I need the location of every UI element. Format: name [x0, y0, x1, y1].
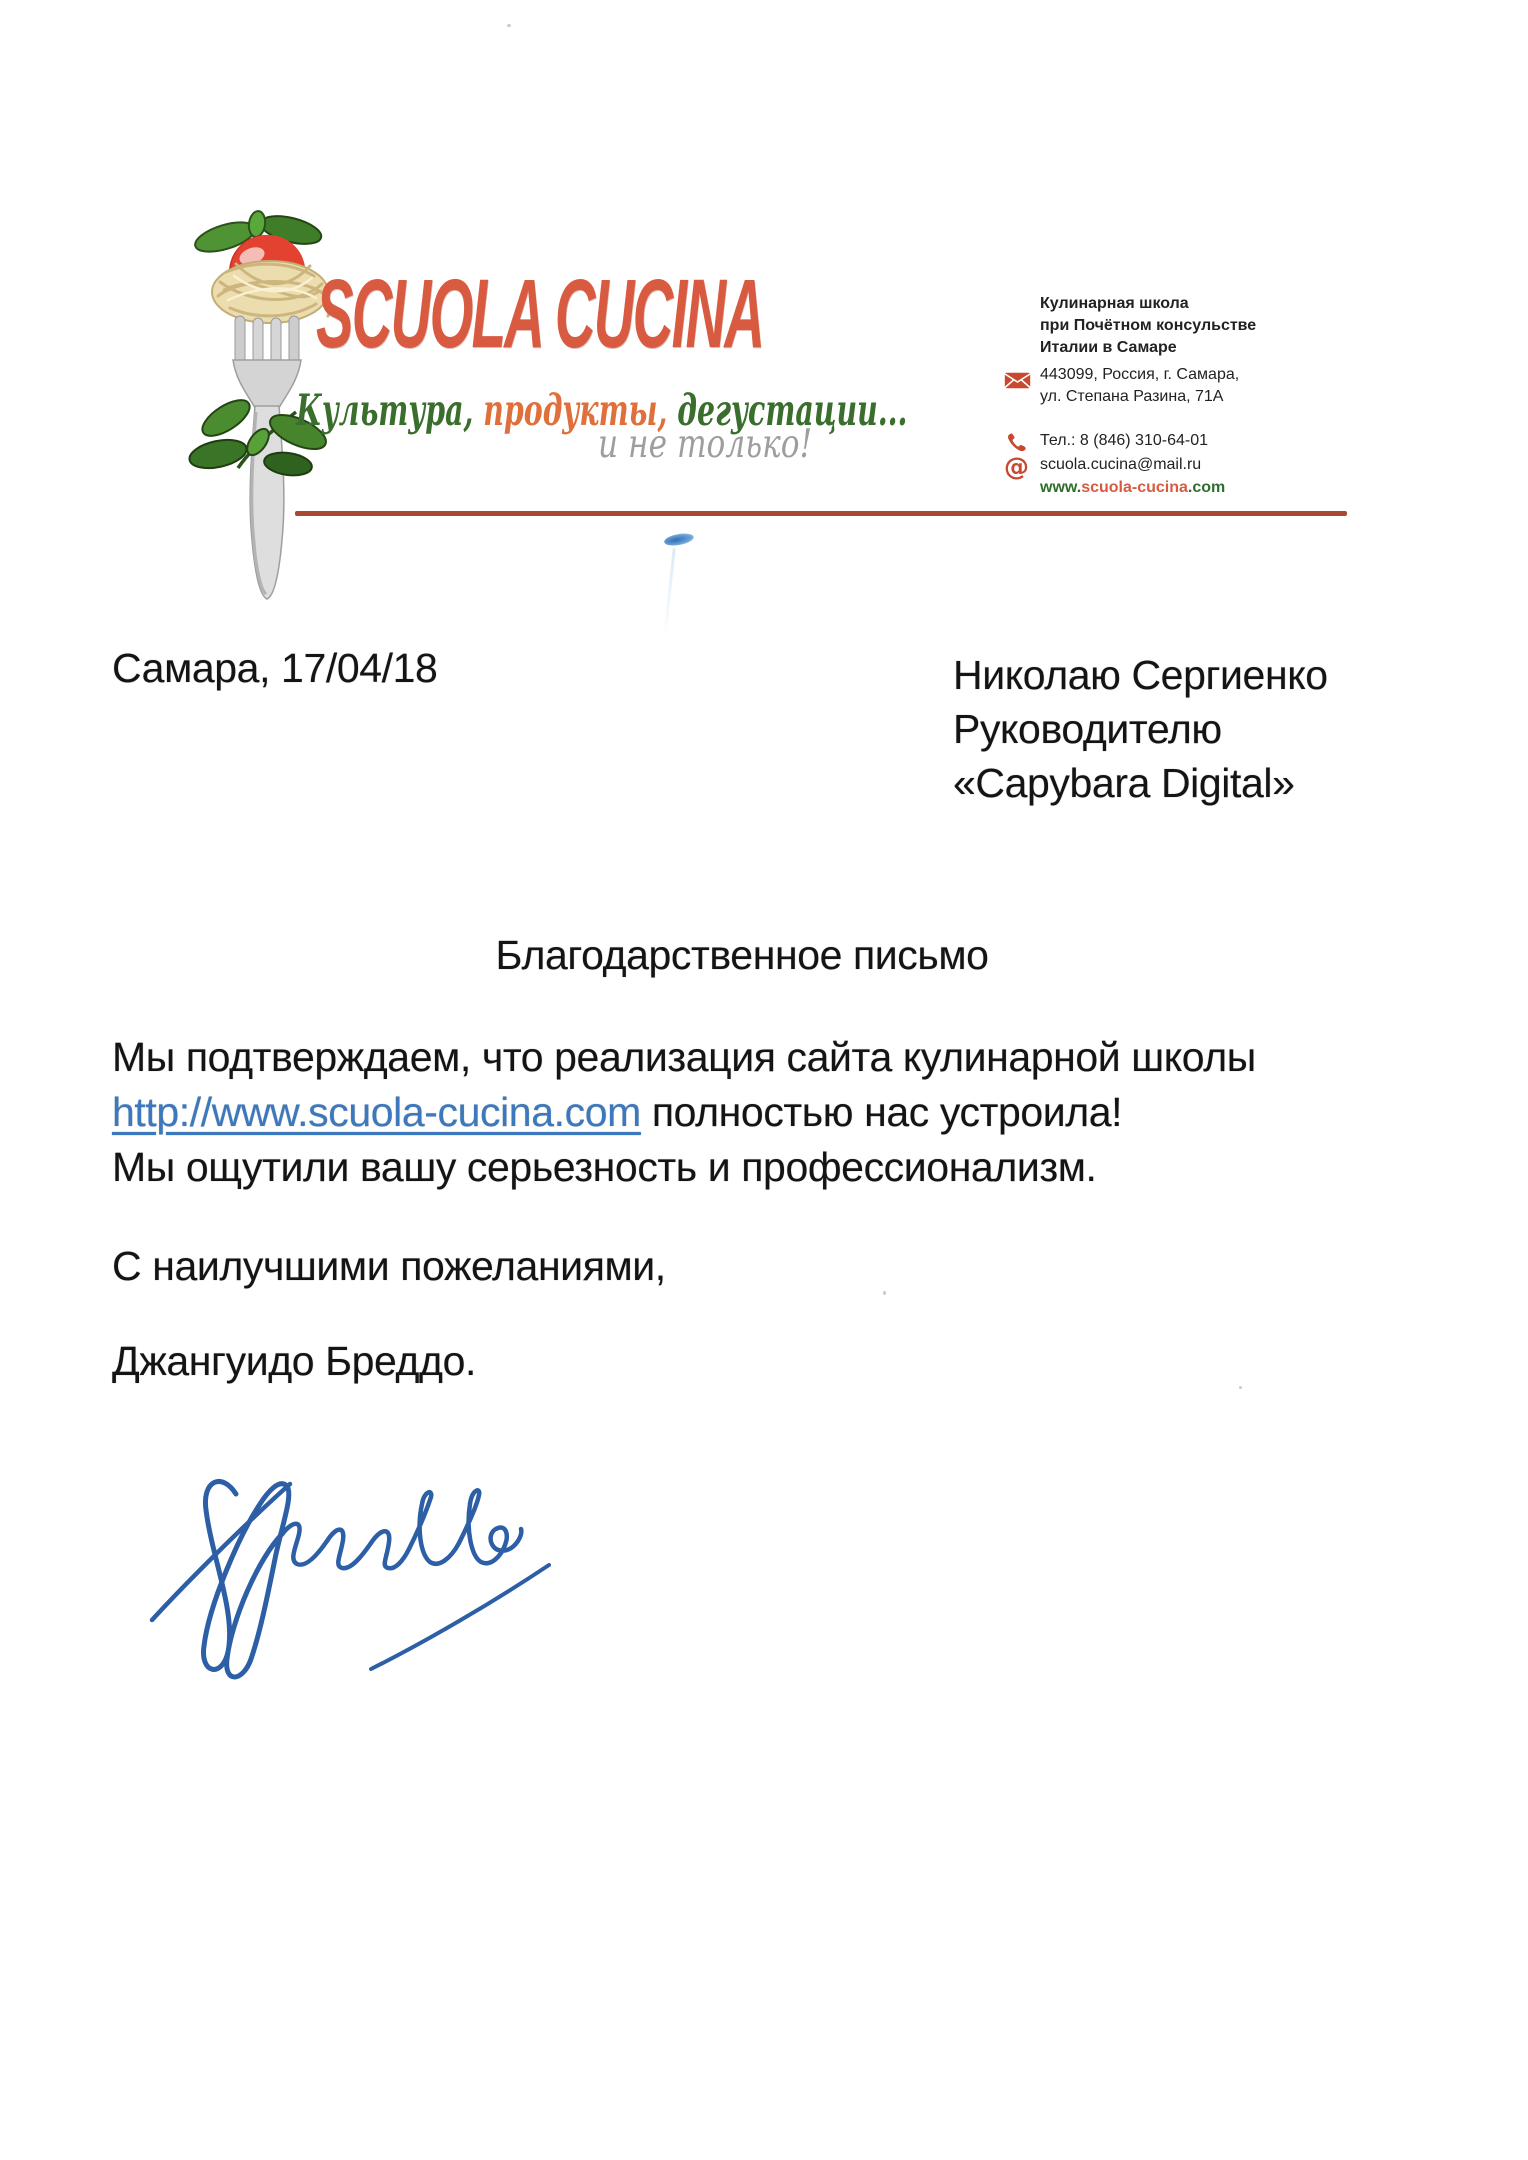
letter-body — [112, 1030, 1256, 1195]
org-name-line2: при Почётном консульстве — [1040, 317, 1257, 334]
recipient-block — [953, 648, 1328, 810]
body-line-3: Мы ощутили вашу серьезность и профессионализм. — [112, 1144, 1097, 1190]
site-link[interactable]: http://www.scuola-cucina.com — [112, 1089, 641, 1135]
fork-head — [233, 316, 301, 408]
org-name-line3: Италии в Самаре — [1040, 339, 1177, 356]
tagline-word-culture: Культура, — [296, 386, 474, 436]
address-line2: ул. Степана Разина, 71А — [1040, 388, 1224, 405]
signature — [140, 1462, 560, 1707]
letter-date: Самара, 17/04/18 — [112, 645, 438, 691]
brand-title: SCUOLA CUCINA — [316, 259, 764, 368]
recipient-name: Николаю Сергиенко — [953, 652, 1328, 698]
tagline-word-products: продукты, — [483, 386, 668, 436]
recipient-company: «Capybara Digital» — [953, 760, 1295, 806]
website-domain: scuola-cucina — [1081, 479, 1188, 496]
body-line-2-rest: полностью нас устроила! — [640, 1089, 1123, 1135]
scan-speck — [1239, 1386, 1242, 1389]
website-url — [1040, 479, 1225, 497]
phone-number: Тел.: 8 (846) 310-64-01 — [1040, 432, 1208, 449]
scan-speck — [883, 1291, 886, 1295]
phone-icon — [1006, 432, 1028, 454]
tagline-suffix: и не только! — [598, 422, 813, 467]
closing-line: С наилучшими пожеланиями, — [112, 1243, 666, 1289]
address-line1: 443099, Россия, г. Самара, — [1040, 366, 1240, 383]
envelope-icon — [1004, 372, 1031, 389]
at-icon: @ — [1004, 452, 1029, 481]
email-address: scuola.cucina@mail.ru — [1040, 456, 1202, 473]
ink-blot-mark — [663, 531, 694, 547]
body-line-1: Мы подтверждаем, что реализация сайта кулинарной школы — [112, 1034, 1256, 1080]
website-suffix: .com — [1187, 479, 1226, 496]
tagline-word-tastings: дегустации... — [677, 386, 908, 436]
signer-name: Джангуидо Бреддо. — [112, 1338, 476, 1384]
spaghetti-nest — [212, 261, 330, 323]
scan-speck — [507, 24, 511, 27]
org-name-line1: Кулинарная школа — [1040, 295, 1189, 312]
letter-title: Благодарственное письмо — [495, 932, 989, 978]
body-line-2 — [112, 1085, 1256, 1140]
website-prefix: www. — [1040, 479, 1082, 496]
letterhead-divider-line — [295, 511, 1347, 516]
ink-streak-mark — [663, 548, 675, 638]
recipient-role: Руководителю — [953, 706, 1222, 752]
